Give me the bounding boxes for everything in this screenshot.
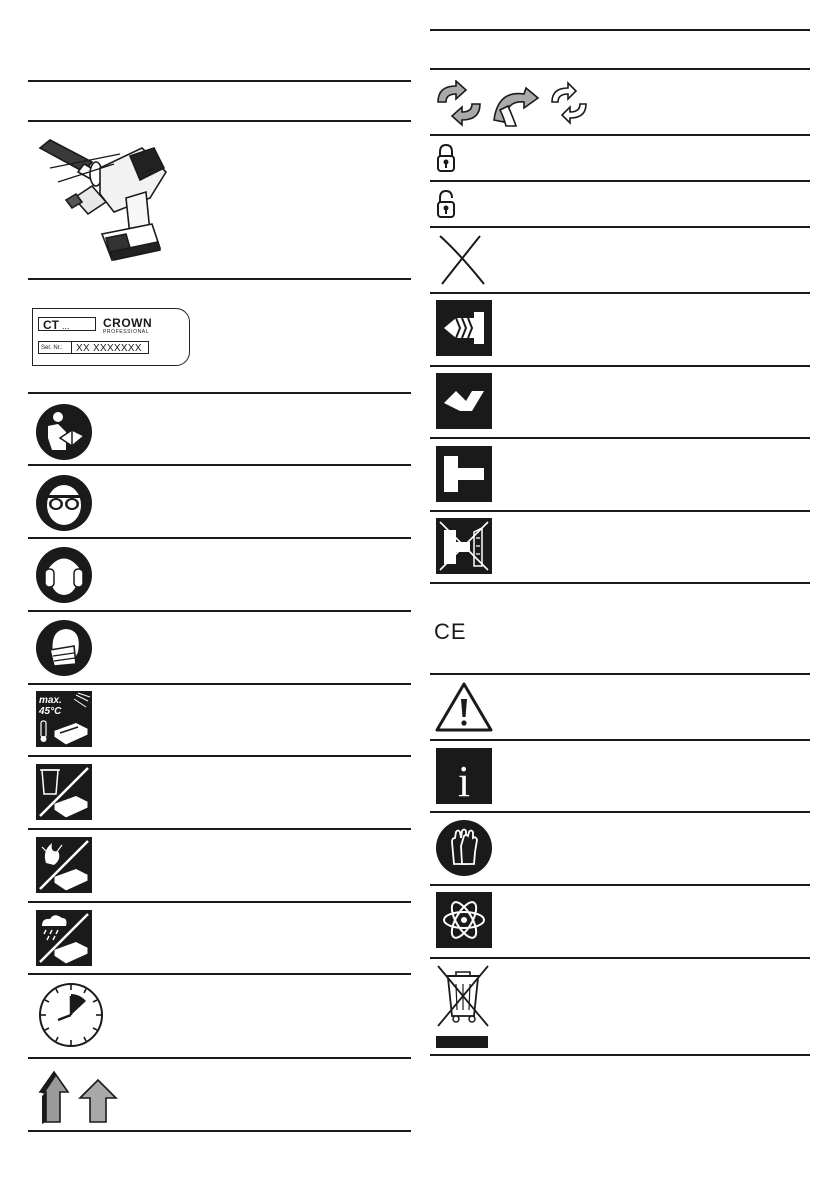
- serial-label: Ser. Nr.:: [38, 341, 72, 354]
- separator: [28, 901, 411, 903]
- drill-illustration: [30, 128, 170, 268]
- screwdriving-mode-icon: [436, 300, 492, 356]
- brand-logo: CROWN: [103, 316, 153, 330]
- separator: [430, 673, 810, 675]
- warning-icon: [434, 681, 494, 733]
- separator: [430, 437, 810, 439]
- separator: [28, 755, 411, 757]
- separator: [430, 510, 810, 512]
- separator: [430, 365, 810, 367]
- separator: [28, 464, 411, 466]
- weee-bar: [436, 1036, 488, 1048]
- temperature-label: 45°C: [39, 706, 62, 717]
- separator: [28, 610, 411, 612]
- wear-gloves-icon: [436, 820, 492, 876]
- cross-icon: [436, 234, 486, 286]
- separator: [430, 29, 810, 31]
- ce-mark: [434, 618, 470, 644]
- eye-protection-icon: [36, 475, 92, 531]
- separator: [430, 180, 810, 182]
- battery-max-temperature-icon: [36, 691, 92, 747]
- ce-text: CE: [434, 619, 467, 644]
- battery-no-rain-icon: [36, 910, 92, 966]
- separator: [430, 582, 810, 584]
- unlock-icon: [436, 189, 456, 219]
- separator: [28, 278, 411, 280]
- clock-icon: [38, 982, 104, 1048]
- separator: [430, 811, 810, 813]
- read-manual-icon: [36, 404, 92, 460]
- separator: [28, 120, 411, 122]
- separator: [430, 739, 810, 741]
- drilling-mode-icon: [436, 373, 492, 429]
- ear-protection-icon: [36, 547, 92, 603]
- separator: [28, 392, 411, 394]
- rating-plate: [32, 308, 190, 366]
- separator: [28, 1057, 411, 1059]
- battery-no-disposal-icon: [36, 764, 92, 820]
- separator: [430, 1054, 810, 1056]
- separator: [28, 537, 411, 539]
- radiation-icon: [436, 892, 492, 948]
- weee-bin-icon: [434, 964, 492, 1030]
- no-hammer-mode-icon: [436, 518, 492, 574]
- lock-icon: [436, 143, 456, 173]
- dust-mask-icon: [36, 620, 92, 676]
- brand-subtitle: PROFESSIONAL: [103, 329, 150, 335]
- separator: [430, 134, 810, 136]
- separator: [430, 957, 810, 959]
- info-letter: i: [457, 757, 471, 804]
- information-icon: [436, 748, 492, 804]
- arrows-icon: [34, 1064, 120, 1126]
- separator: [430, 226, 810, 228]
- separator: [430, 68, 810, 70]
- rotation-direction-icons: [434, 80, 592, 128]
- serial-value: XX XXXXXXX: [71, 341, 149, 354]
- separator: [28, 973, 411, 975]
- separator: [28, 80, 411, 82]
- separator: [28, 1130, 411, 1132]
- hammer-mode-icon: [436, 446, 492, 502]
- separator: [430, 292, 810, 294]
- separator: [430, 884, 810, 886]
- model-field: CT ...: [38, 317, 96, 331]
- separator: [28, 683, 411, 685]
- battery-no-fire-icon: [36, 837, 92, 893]
- separator: [28, 828, 411, 830]
- max-label: max.: [39, 695, 62, 706]
